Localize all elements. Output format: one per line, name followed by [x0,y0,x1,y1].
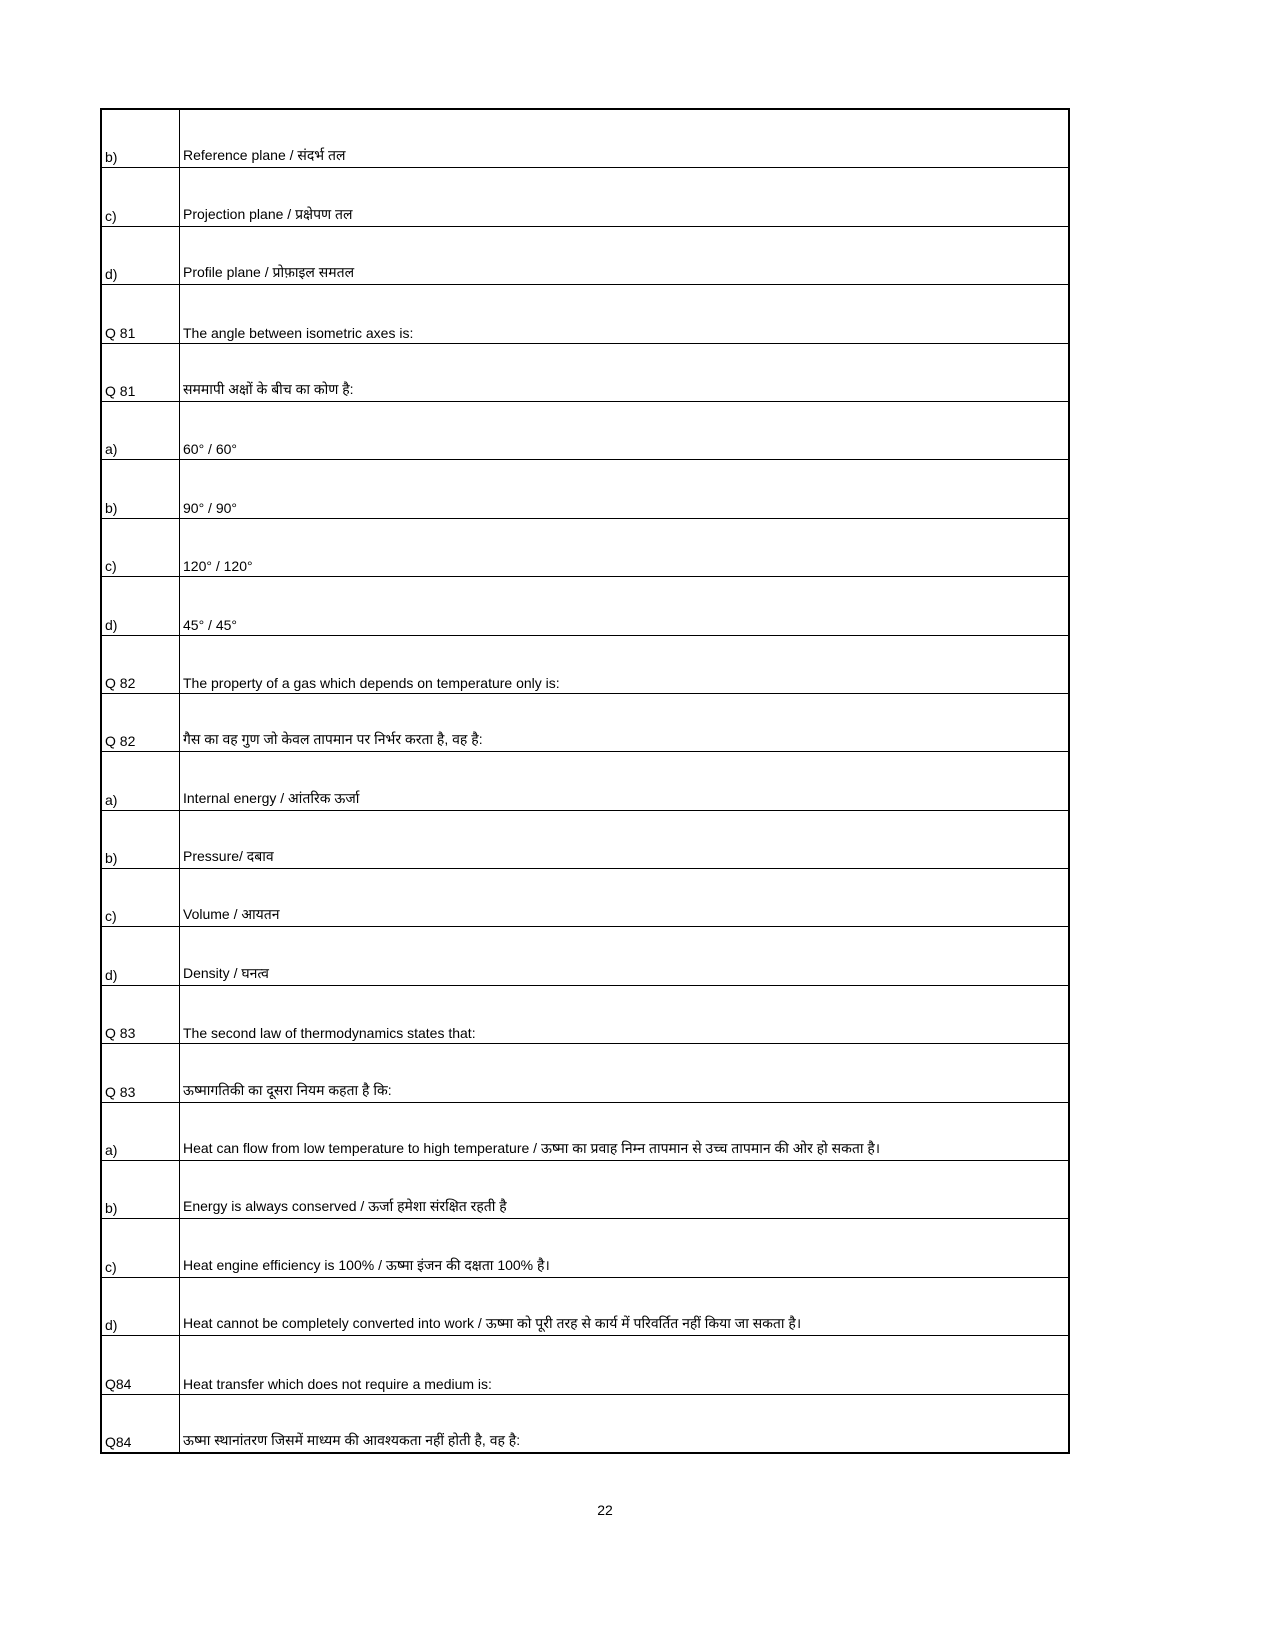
row-text: ऊष्मा स्थानांतरण जिसमें माध्यम की आवश्यकता नहीं होती है, वह है: [180,1394,1070,1453]
table-row [101,1277,1069,1335]
table-row [101,109,1069,168]
row-text: Reference plane / संदर्भ तल [180,109,1070,168]
table-row [101,1161,1069,1219]
table-row [101,869,1069,927]
row-label: a) [101,752,180,810]
table-row [101,285,1069,343]
row-text: 90° / 90° [180,460,1070,518]
table-row [101,927,1069,985]
row-label: Q 81 [101,343,180,401]
table-row [101,518,1069,576]
table-row [101,460,1069,518]
row-label: Q 83 [101,985,180,1043]
row-text: 60° / 60° [180,401,1070,459]
row-label: b) [101,1161,180,1219]
row-label: b) [101,460,180,518]
row-text: The property of a gas which depends on temperature only is: [180,635,1070,693]
row-label: a) [101,1102,180,1160]
table-row [101,401,1069,459]
row-label: c) [101,1219,180,1277]
table-row [101,752,1069,810]
row-label: c) [101,869,180,927]
table-row [101,985,1069,1043]
row-text: Heat cannot be completely converted into work / ऊष्मा को पूरी तरह से कार्य में परिवर्तित नहीं किया जा सकता है। [180,1277,1070,1335]
row-label: c) [101,168,180,226]
table-row [101,343,1069,401]
row-label: a) [101,401,180,459]
question-table [100,108,1070,1454]
row-text: गैस का वह गुण जो केवल तापमान पर निर्भर करता है, वह है: [180,693,1070,751]
table-row [101,226,1069,284]
row-label: b) [101,810,180,868]
row-label: Q 82 [101,693,180,751]
row-label: b) [101,109,180,168]
row-text: The angle between isometric axes is: [180,285,1070,343]
row-label: Q 81 [101,285,180,343]
row-text: 45° / 45° [180,577,1070,635]
row-text: 120° / 120° [180,518,1070,576]
table-row [101,1336,1069,1394]
row-label: d) [101,226,180,284]
row-label: Q 82 [101,635,180,693]
row-text: Density / घनत्व [180,927,1070,985]
table-row [101,577,1069,635]
row-label: d) [101,927,180,985]
row-label: d) [101,577,180,635]
row-label: d) [101,1277,180,1335]
row-text: Heat engine efficiency is 100% / ऊष्मा इंजन की दक्षता 100% है। [180,1219,1070,1277]
row-text: Profile plane / प्रोफ़ाइल समतल [180,226,1070,284]
table-row [101,1219,1069,1277]
table-row [101,635,1069,693]
table-row [101,1394,1069,1453]
row-label: c) [101,518,180,576]
row-text: Energy is always conserved / ऊर्जा हमेशा संरक्षित रहती है [180,1161,1070,1219]
row-text: Volume / आयतन [180,869,1070,927]
row-label: Q84 [101,1394,180,1453]
table-row [101,810,1069,868]
table-row [101,1044,1069,1102]
row-label: Q 83 [101,1044,180,1102]
row-text: ऊष्मागतिकी का दूसरा नियम कहता है कि: [180,1044,1070,1102]
row-text: The second law of thermodynamics states that: [180,985,1070,1043]
row-text: Pressure/ दबाव [180,810,1070,868]
page-number: 22 [597,1502,613,1518]
row-text: Projection plane / प्रक्षेपण तल [180,168,1070,226]
table-row [101,1102,1069,1160]
row-text: Heat transfer which does not require a medium is: [180,1336,1070,1394]
row-text: Heat can flow from low temperature to high temperature / ऊष्मा का प्रवाह निम्न तापमान से उच्च तापमान की ओर हो सकता है। [180,1102,1070,1160]
table-row [101,693,1069,751]
table-row [101,168,1069,226]
row-label: Q84 [101,1336,180,1394]
row-text: Internal energy / आंतरिक ऊर्जा [180,752,1070,810]
row-text: सममापी अक्षों के बीच का कोण है: [180,343,1070,401]
